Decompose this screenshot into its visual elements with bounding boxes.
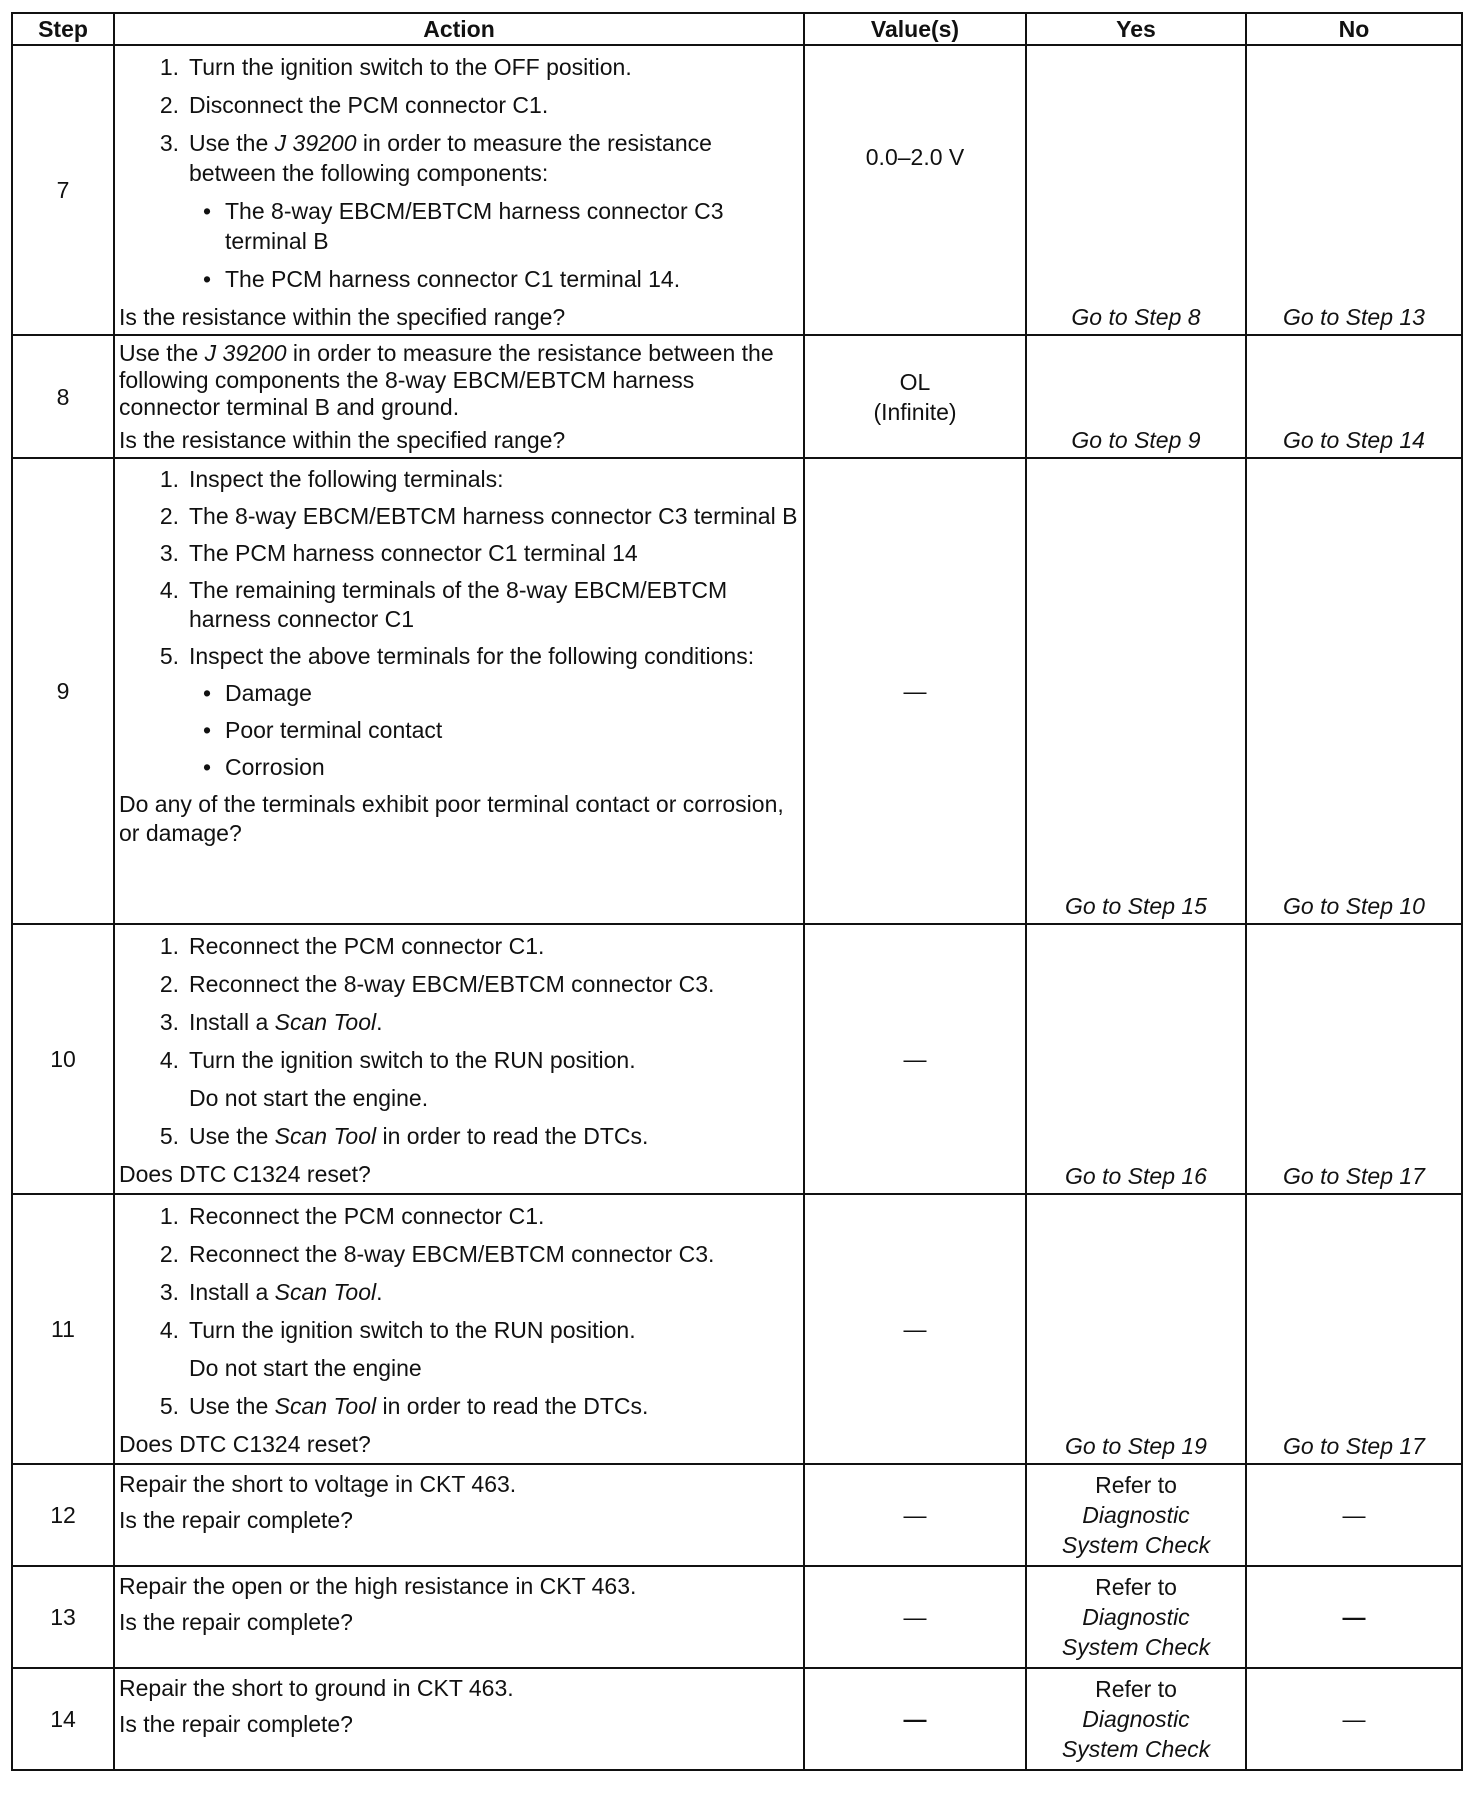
action-cell <box>114 924 804 1194</box>
list-item: 1. Turn the ignition switch to the OFF position. <box>159 54 632 80</box>
value-cell: — <box>804 1194 1026 1464</box>
goto-step-link[interactable]: Go to Step 17 <box>1283 1163 1425 1189</box>
yes-cell <box>1026 45 1246 335</box>
step-number: 12 <box>12 1464 114 1566</box>
question: Does DTC C1324 reset? <box>119 1431 371 1457</box>
list-item-note: Do not start the engine <box>189 1355 422 1381</box>
table-row <box>12 1668 1462 1770</box>
yes-cell <box>1026 458 1246 924</box>
bullet-item: • Corrosion <box>202 754 325 780</box>
tool-name: J 39200 <box>274 130 357 156</box>
list-item: 5. Use the Scan Tool in order to read the DTCs. <box>159 1123 649 1149</box>
list-item: 4. Turn the ignition switch to the RUN position. <box>159 1047 636 1073</box>
yes-cell <box>1026 1566 1246 1668</box>
goto-step-link[interactable]: Go to Step 17 <box>1283 1433 1425 1459</box>
no-cell <box>1246 458 1462 924</box>
action-cell <box>114 458 804 924</box>
list-item: 2. The 8-way EBCM/EBTCM harness connector C3 terminal B <box>159 503 798 529</box>
value-cell: OL (Infinite) <box>804 335 1026 458</box>
list-item: 1. Reconnect the PCM connector C1. <box>159 933 545 959</box>
step-number: 9 <box>12 458 114 924</box>
value-cell: — <box>804 1464 1026 1566</box>
table-row <box>12 335 1462 458</box>
diagnostic-table <box>11 12 1463 1771</box>
goto-step-link[interactable]: Go to Step 15 <box>1065 893 1207 919</box>
yes-cell <box>1026 1668 1246 1770</box>
action-cell <box>114 1668 804 1770</box>
list-item: 2. Disconnect the PCM connector C1. <box>159 92 549 118</box>
refer-text: Refer to <box>1095 1574 1177 1600</box>
list-item: 5. Use the Scan Tool in order to read the DTCs. <box>159 1393 649 1419</box>
diagnostic-system-check-link[interactable]: Diagnostic System Check <box>1061 1706 1211 1762</box>
list-item: 4. The remaining terminals of the 8-way EBCM/EBTCM harness connector C1 <box>159 577 728 632</box>
step-number: 7 <box>12 45 114 335</box>
bullet-item: • The 8-way EBCM/EBTCM harness connector C3 terminal B <box>202 198 724 254</box>
no-cell: — <box>1246 1566 1462 1668</box>
value-cell: — <box>804 1566 1026 1668</box>
question: Is the repair complete? <box>119 1609 353 1635</box>
action-text: Repair the short to voltage in CKT 463. <box>119 1471 517 1497</box>
list-item: 5. Inspect the above terminals for the following conditions: <box>159 643 755 669</box>
step-number: 10 <box>12 924 114 1194</box>
value-cell: 0.0–2.0 V <box>804 45 1026 335</box>
header-step: Step <box>12 13 114 45</box>
table-row <box>12 1194 1462 1464</box>
goto-step-link[interactable]: Go to Step 16 <box>1065 1163 1207 1189</box>
list-item: 1. Inspect the following terminals: <box>159 466 504 492</box>
action-text: Repair the short to ground in CKT 463. <box>119 1675 514 1701</box>
question: Does DTC C1324 reset? <box>119 1161 371 1187</box>
yes-cell <box>1026 1194 1246 1464</box>
action-cell <box>114 1566 804 1668</box>
refer-text: Refer to <box>1095 1676 1177 1702</box>
refer-text: Refer to <box>1095 1472 1177 1498</box>
goto-step-link[interactable]: Go to Step 14 <box>1283 427 1425 453</box>
list-item-note: Do not start the engine. <box>189 1085 429 1111</box>
table-row <box>12 924 1462 1194</box>
header-values: Value(s) <box>804 13 1026 45</box>
scan-tool-name: Scan Tool <box>274 1279 377 1305</box>
step-number: 8 <box>12 335 114 458</box>
no-cell <box>1246 1194 1462 1464</box>
yes-cell <box>1026 924 1246 1194</box>
scan-tool-name: Scan Tool <box>274 1393 377 1419</box>
action-cell <box>114 335 804 458</box>
list-item: 2. Reconnect the 8-way EBCM/EBTCM connector C3. <box>159 1241 715 1267</box>
table-row <box>12 1464 1462 1566</box>
diagnostic-system-check-link[interactable]: Diagnostic System Check <box>1061 1604 1211 1660</box>
list-item: 1. Reconnect the PCM connector C1. <box>159 1203 545 1229</box>
table-row <box>12 1566 1462 1668</box>
goto-step-link[interactable]: Go to Step 13 <box>1283 304 1425 330</box>
value-cell: — <box>804 458 1026 924</box>
value-cell: — <box>804 924 1026 1194</box>
question: Do any of the terminals exhibit poor terminal contact or corrosion, or damage? <box>119 791 784 846</box>
no-cell <box>1246 335 1462 458</box>
yes-cell <box>1026 1464 1246 1566</box>
question: Is the resistance within the specified range? <box>119 427 566 453</box>
action-cell <box>114 45 804 335</box>
question: Is the resistance within the specified range? <box>119 304 566 330</box>
no-cell <box>1246 45 1462 335</box>
value-cell: — <box>804 1668 1026 1770</box>
step-number: 13 <box>12 1566 114 1668</box>
scan-tool-name: Scan Tool <box>274 1123 377 1149</box>
goto-step-link[interactable]: Go to Step 9 <box>1071 427 1201 453</box>
diagnostic-system-check-link[interactable]: Diagnostic System Check <box>1061 1502 1211 1558</box>
header-action: Action <box>114 13 804 45</box>
header-row <box>12 13 1462 45</box>
no-cell: — <box>1246 1668 1462 1770</box>
step-number: 14 <box>12 1668 114 1770</box>
list-item: 3. Install a Scan Tool. <box>159 1279 383 1305</box>
table-row <box>12 458 1462 924</box>
action-cell <box>114 1194 804 1464</box>
action-text: Repair the open or the high resistance in CKT 463. <box>119 1573 637 1599</box>
scan-tool-name: Scan Tool <box>274 1009 377 1035</box>
header-yes: Yes <box>1026 13 1246 45</box>
table-row <box>12 45 1462 335</box>
list-item: 3. Use the J 39200 in order to measure the resistance between the following components: <box>159 130 712 186</box>
no-cell <box>1246 924 1462 1194</box>
goto-step-link[interactable]: Go to Step 10 <box>1283 893 1425 919</box>
tool-name: J 39200 <box>204 340 287 366</box>
action-text: Use the J 39200 in order to measure the resistance between the following components the 8-way EBCM/EBTCM harness connector terminal B and ground. <box>119 340 774 420</box>
list-item: 4. Turn the ignition switch to the RUN position. <box>159 1317 636 1343</box>
bullet-item: • Poor terminal contact <box>202 717 443 743</box>
goto-step-link[interactable]: Go to Step 19 <box>1065 1433 1207 1459</box>
list-item: 2. Reconnect the 8-way EBCM/EBTCM connector C3. <box>159 971 715 997</box>
bullet-item: • Damage <box>202 680 312 706</box>
bullet-item: • The PCM harness connector C1 terminal 14. <box>202 266 681 292</box>
header-no: No <box>1246 13 1462 45</box>
step-number: 11 <box>12 1194 114 1464</box>
list-item: 3. Install a Scan Tool. <box>159 1009 383 1035</box>
yes-cell <box>1026 335 1246 458</box>
question: Is the repair complete? <box>119 1711 353 1737</box>
list-item: 3. The PCM harness connector C1 terminal 14 <box>159 540 638 566</box>
question: Is the repair complete? <box>119 1507 353 1533</box>
goto-step-link[interactable]: Go to Step 8 <box>1071 304 1201 330</box>
action-cell <box>114 1464 804 1566</box>
no-cell: — <box>1246 1464 1462 1566</box>
